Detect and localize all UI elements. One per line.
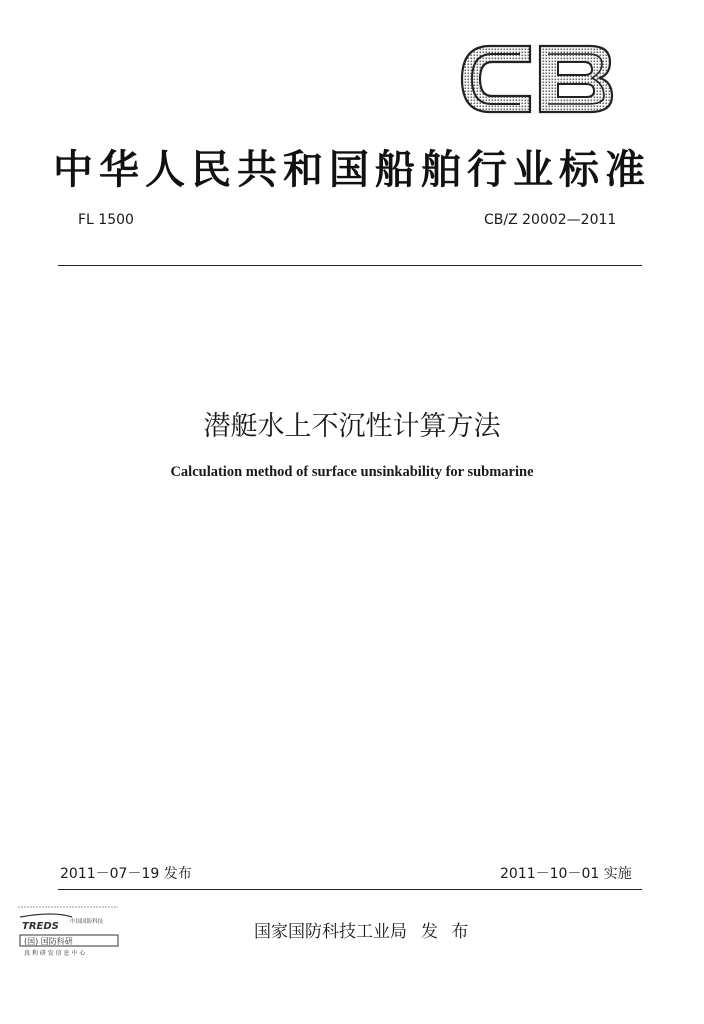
standard-number: CB/Z 20002—2011: [484, 212, 617, 228]
publish-word: 发 布: [421, 922, 469, 942]
standard-title: 中华人民共和国船舶行业标准: [53, 147, 651, 193]
implementation-date: 2011－10－01 实施: [500, 866, 632, 882]
publisher-name: 国家国防科技工业局: [254, 922, 407, 942]
classification-code: FL 1500: [78, 212, 134, 228]
stamp-line1: 中国国防科技: [70, 919, 104, 925]
footer-divider: [58, 889, 642, 890]
header-divider: [58, 265, 642, 266]
stamp-brand: TREDS: [22, 921, 59, 932]
cb-logo-icon: [458, 42, 616, 116]
document-title-cn: 潜艇水上不沉性计算方法: [203, 411, 501, 442]
treds-stamp-icon: [14, 903, 126, 959]
publisher-line: [254, 917, 468, 942]
stamp-line2: (国) 国防科研: [24, 937, 73, 946]
stamp-line3: 真 利 研 发 信 息 中 心: [24, 950, 86, 957]
document-title-en: Calculation method of surface unsinkability for submarine: [170, 464, 534, 480]
issue-date: 2011－07－19 发布: [60, 866, 192, 882]
